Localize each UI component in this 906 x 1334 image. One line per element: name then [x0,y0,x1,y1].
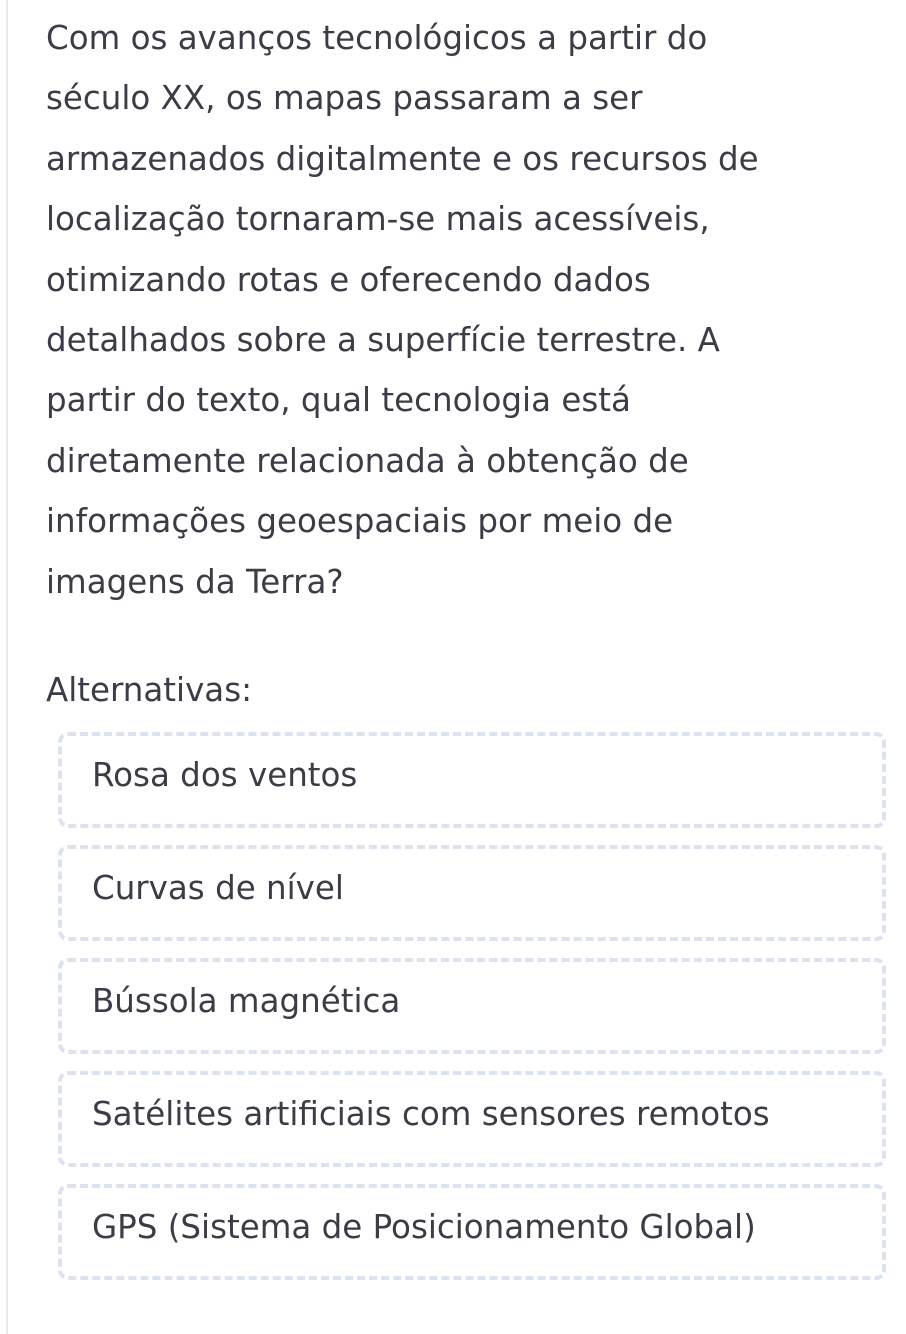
option-satelites-artificiais[interactable] [58,1071,886,1167]
question-line: armazenados digitalmente e os recursos de [46,139,759,178]
question-line: imagens da Terra? [46,562,344,601]
question-text [46,8,876,612]
option-bussola-magnetica[interactable] [58,958,886,1054]
option-label: Bússola magnética [92,982,401,1020]
left-border-rule [6,0,8,1334]
question-line: informações geoespaciais por meio de [46,502,674,541]
option-gps[interactable] [58,1184,886,1280]
option-label: Rosa dos ventos [92,756,358,794]
option-label: Curvas de nível [92,869,344,907]
alternatives-heading: Alternativas: [46,671,253,709]
option-label: GPS (Sistema de Posicionamento Global) [92,1208,756,1246]
question-line: detalhados sobre a superfície terrestre. A [46,321,720,360]
option-label: Satélites artificiais com sensores remotos [92,1095,770,1133]
option-rosa-dos-ventos[interactable] [58,732,886,828]
question-line: século XX, os mapas passaram a ser [46,79,643,118]
question-line: diretamente relacionada à obtenção de [46,441,689,480]
question-line: localização tornaram-se mais acessíveis, [46,200,710,239]
alternatives-list [58,732,886,1297]
option-curvas-de-nivel[interactable] [58,845,886,941]
question-line: Com os avanços tecnológicos a partir do [46,19,708,57]
question-line: otimizando rotas e oferecendo dados [46,260,651,299]
question-line: partir do texto, qual tecnologia está [46,381,631,420]
